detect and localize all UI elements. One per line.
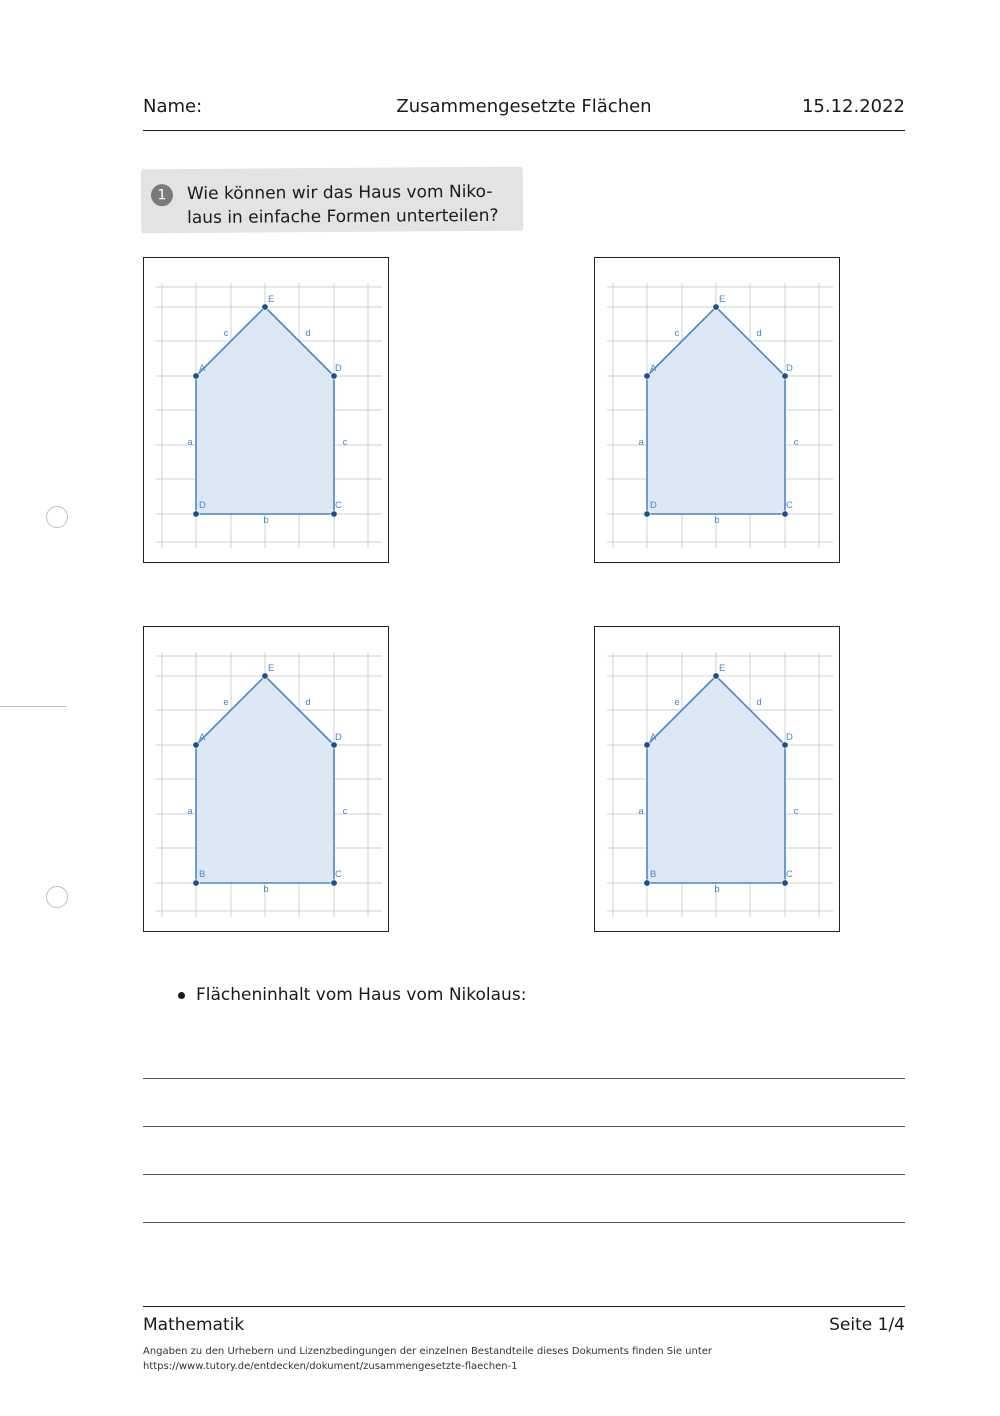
house-shape [196,307,334,514]
side-label-roof_left: e [223,697,229,708]
page-header [143,94,905,131]
task-question: Wie können wir das Haus vom Niko-laus in einfache Formen unterteilen? [186,181,499,229]
side-label-bottom: b [263,515,269,526]
side-label-roof_left: e [674,697,680,708]
side-label-left: a [187,806,193,817]
area-question-text: Flächeninhalt vom Haus vom Nikolaus: [196,985,527,1005]
bullet-dot [178,992,185,999]
house-shape [196,676,334,883]
vertex-label-E: E [719,663,726,674]
answer-line-2[interactable] [143,1126,905,1127]
credits-url[interactable]: https://www.tutory.de/entdecken/dokument/zusammengesetzte-flaechen-1 [143,1361,518,1372]
vertex-point-bottom_left [644,511,650,517]
side-label-roof_right: d [756,697,762,708]
side-label-right: c [342,806,348,817]
vertex-label-C: C [786,869,793,880]
credits-text: Angaben zu den Urhebern und Lizenzbedingungen der einzelnen Bestandteile dieses Dokuments finden Sie unter [143,1346,713,1357]
vertex-label-D_top: D [335,363,342,374]
vertex-label-bottom_left: B [199,869,206,880]
house-figure [144,627,390,933]
side-label-left: a [187,437,193,448]
worksheet-date: 15.12.2022 [801,96,905,117]
side-label-roof_right: d [305,328,311,339]
vertex-point-bottom_left [193,880,199,886]
vertex-label-A: A [199,363,206,374]
side-label-bottom: b [714,515,720,526]
vertex-label-C: C [335,869,342,880]
house-diagram-2 [594,257,840,563]
side-label-left: a [638,437,644,448]
vertex-label-bottom_left: B [650,869,657,880]
vertex-label-A: A [650,363,657,374]
side-label-roof_right: d [756,328,762,339]
vertex-point-C [331,880,337,886]
vertex-label-A: A [199,732,206,743]
footer-divider [143,1306,905,1307]
footer-credits [143,1344,843,1374]
side-label-right: c [793,437,799,448]
vertex-label-C: C [335,500,342,511]
side-label-roof_right: d [305,697,311,708]
vertex-label-E: E [268,663,275,674]
side-label-bottom: b [714,884,720,895]
house-figure [595,258,841,564]
house-diagram-1 [143,257,389,563]
answer-line-1[interactable] [143,1078,905,1079]
name-label: Name: [143,96,203,117]
side-label-right: c [793,806,799,817]
house-shape [647,307,785,514]
vertex-point-bottom_left [644,880,650,886]
punch-hole-bottom [46,886,68,908]
task-number-badge: 1 [151,184,173,206]
worksheet-title: Zusammengesetzte Flächen [396,96,652,117]
vertex-label-D_top: D [335,732,342,743]
house-shape [647,676,785,883]
vertex-label-bottom_left: D [199,500,206,511]
vertex-label-C: C [786,500,793,511]
answer-line-3[interactable] [143,1174,905,1175]
vertex-label-D_top: D [786,732,793,743]
house-figure [144,258,390,564]
vertex-point-C [782,511,788,517]
punch-hole-top [46,506,68,528]
task-box [141,167,523,234]
side-label-right: c [342,437,348,448]
vertex-label-bottom_left: D [650,500,657,511]
vertex-label-D_top: D [786,363,793,374]
vertex-point-bottom_left [193,511,199,517]
side-label-bottom: b [263,884,269,895]
footer-page-number: Seite 1/4 [829,1315,905,1335]
side-label-left: a [638,806,644,817]
answer-line-4[interactable] [143,1222,905,1223]
house-diagram-4 [594,626,840,932]
vertex-point-C [331,511,337,517]
vertex-label-A: A [650,732,657,743]
side-label-roof_left: c [674,328,680,339]
house-figure [595,627,841,933]
house-diagram-3 [143,626,389,932]
footer-subject: Mathematik [143,1315,245,1335]
fold-mark [0,706,67,707]
vertex-label-E: E [268,294,275,305]
vertex-point-C [782,880,788,886]
vertex-label-E: E [719,294,726,305]
side-label-roof_left: c [223,328,229,339]
